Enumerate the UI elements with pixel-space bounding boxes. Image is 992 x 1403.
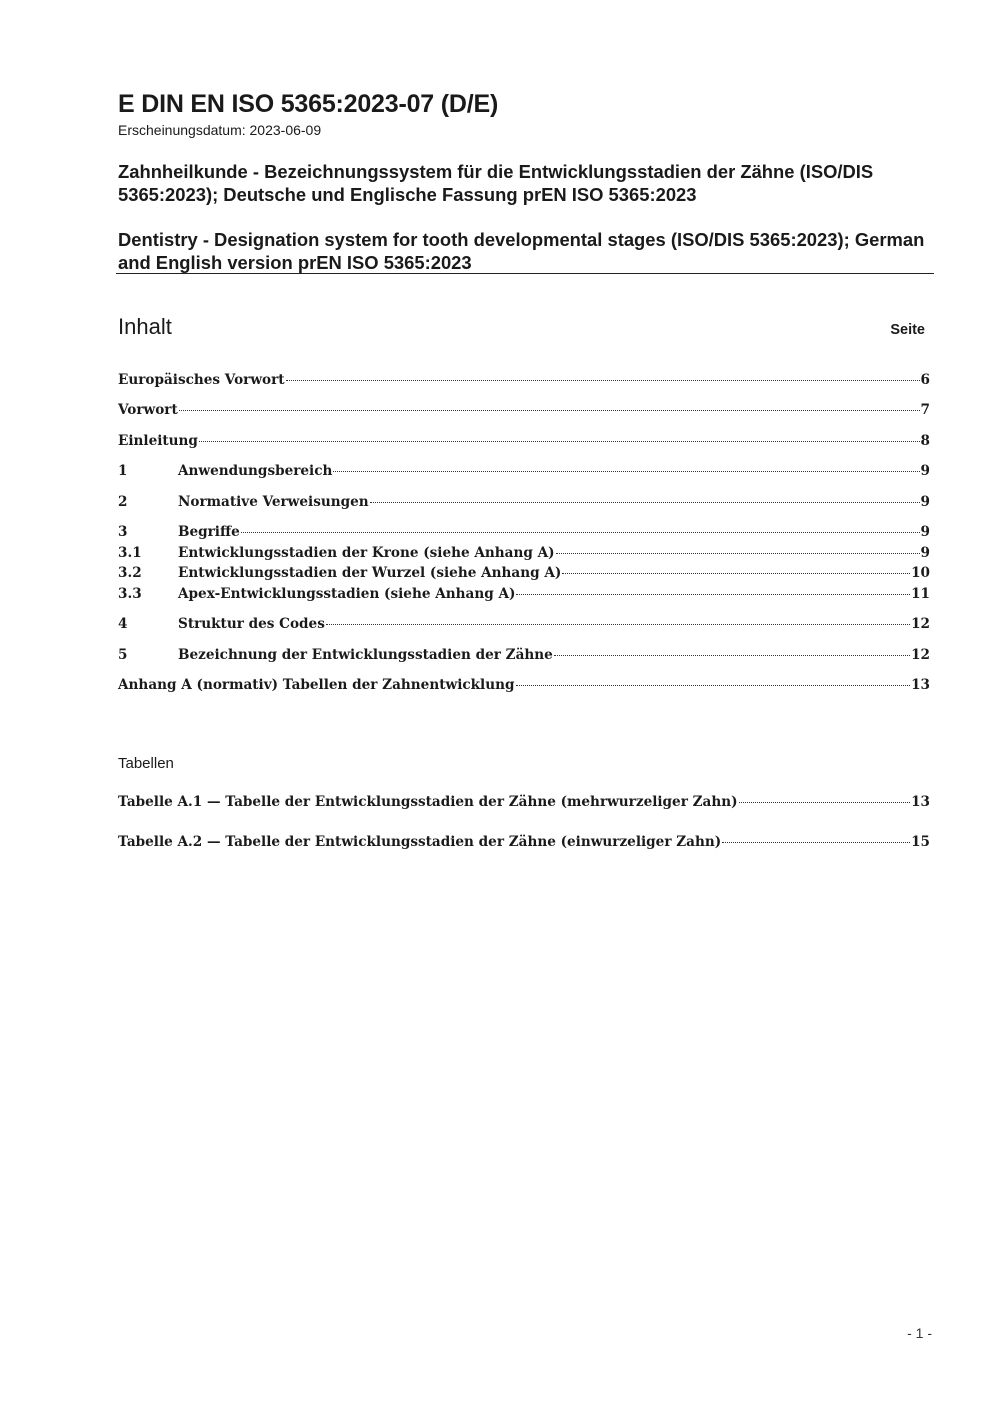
toc-entry[interactable] (118, 677, 930, 697)
toc-entry[interactable] (118, 586, 930, 606)
toc-leader (326, 624, 910, 625)
toc-entry-page: 11 (911, 586, 930, 602)
toc-entry-title: Bezeichnung der Entwicklungsstadien der Zähne (178, 647, 553, 663)
title-german: Zahnheilkunde - Bezeichnungssystem für die Entwicklungsstadien der Zähne (ISO/DIS 5365:2023); Deutsche und Englische Fassung prEN ISO 5365:2023 (118, 161, 874, 205)
toc-entry-title: Einleitung (118, 433, 198, 449)
toc-entry[interactable] (118, 565, 930, 585)
toc-entry-page: 10 (911, 565, 930, 581)
toc-entry-number: 1 (118, 463, 128, 479)
page-number: - 1 - (907, 1325, 932, 1341)
table-list-entry[interactable] (118, 794, 930, 814)
toc-entry-page: 13 (911, 677, 930, 693)
toc-entry-title: Europäisches Vorwort (118, 372, 285, 388)
toc-entry-page: 7 (920, 402, 930, 418)
toc-entry-number: 3 (118, 524, 128, 540)
toc-entry-number: 3.1 (118, 545, 142, 561)
table-entry-page: 15 (911, 834, 930, 850)
toc-entry-page: 8 (920, 433, 930, 449)
title-english: Dentistry - Designation system for tooth developmental stages (ISO/DIS 5365:2023); German and English version prEN ISO 5365:2023 (118, 229, 925, 273)
toc-leader (739, 802, 911, 803)
toc-leader (516, 685, 911, 686)
toc-leader (562, 573, 910, 574)
toc-entry[interactable] (118, 545, 930, 565)
toc-entry-page: 6 (920, 372, 930, 388)
toc-entry[interactable] (118, 494, 930, 514)
publication-date: Erscheinungsdatum: 2023-06-09 (118, 122, 322, 138)
toc-entry-title: Begriffe (178, 524, 240, 540)
tables-heading: Tabellen (118, 755, 174, 772)
toc-entry-number: 5 (118, 647, 128, 663)
toc-leader (722, 842, 910, 843)
toc-entry-title: Normative Verweisungen (178, 494, 369, 510)
toc-entry[interactable] (118, 647, 930, 667)
toc-entry-page: 9 (920, 463, 930, 479)
toc-entry[interactable] (118, 372, 930, 392)
toc-leader (370, 502, 920, 503)
toc-entry[interactable] (118, 616, 930, 636)
toc-leader (286, 380, 920, 381)
toc-entry[interactable] (118, 463, 930, 483)
toc-entry-page: 9 (920, 524, 930, 540)
toc-entry-page: 9 (920, 494, 930, 510)
toc-leader (179, 410, 920, 411)
toc-entry-title: Anhang A (normativ) Tabellen der Zahnentwicklung (118, 677, 515, 693)
toc-entry[interactable] (118, 524, 930, 544)
toc-leader (199, 441, 920, 442)
toc-entry-number: 3.2 (118, 565, 142, 581)
table-entry-page: 13 (911, 794, 930, 810)
toc-entry-title: Vorwort (118, 402, 178, 418)
toc-leader (554, 655, 910, 656)
toc-entry-title: Entwicklungsstadien der Wurzel (siehe Anhang A) (178, 565, 562, 581)
toc-heading: Inhalt (118, 314, 172, 339)
toc-entry-title: Entwicklungsstadien der Krone (siehe Anhang A) (178, 545, 555, 561)
toc-leader (333, 471, 919, 472)
toc-entry-number: 3.3 (118, 586, 142, 602)
toc-entry[interactable] (118, 402, 930, 422)
toc-leader (241, 532, 920, 533)
table-entry-title: Tabelle A.2 — Tabelle der Entwicklungsstadien der Zähne (einwurzeliger Zahn) (118, 834, 722, 850)
toc-entry-page: 9 (920, 545, 930, 561)
toc-entry-number: 4 (118, 616, 128, 632)
toc-entry-title: Anwendungsbereich (178, 463, 333, 479)
toc-entry-page: 12 (911, 616, 930, 632)
document-id: E DIN EN ISO 5365:2023-07 (D/E) (118, 90, 499, 118)
toc-entry-page: 12 (911, 647, 930, 663)
toc-entry-title: Apex-Entwicklungsstadien (siehe Anhang A) (178, 586, 516, 602)
title-divider (116, 273, 934, 274)
toc-entry[interactable] (118, 433, 930, 453)
toc-page-label: Seite (890, 322, 925, 338)
toc-leader (516, 594, 910, 595)
toc-leader (556, 553, 920, 554)
toc-entry-title: Struktur des Codes (178, 616, 325, 632)
toc-entry-number: 2 (118, 494, 128, 510)
table-list-entry[interactable] (118, 834, 930, 854)
table-entry-title: Tabelle A.1 — Tabelle der Entwicklungsstadien der Zähne (mehrwurzeliger Zahn) (118, 794, 738, 810)
